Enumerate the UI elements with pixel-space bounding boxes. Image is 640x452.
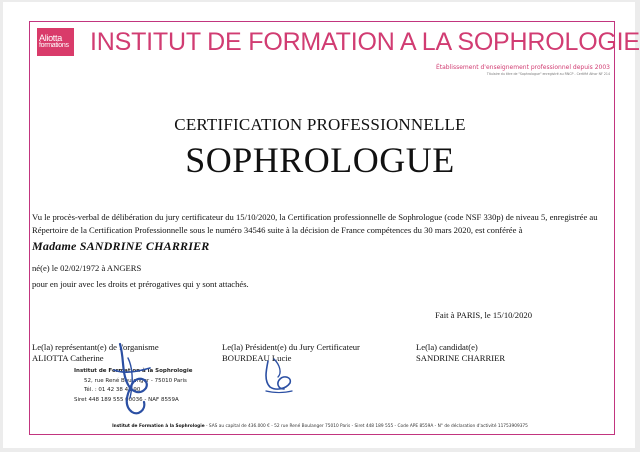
certificate-body: Vu le procès-verbal de délibération du jury certificateur du 15/10/2020, la Certification professionnelle de Sophrologue (code NSF 330p) de niveau 5, enregistrée au Répertoire de la Certification Professionnelle sous le numéro 34546 suite à la décision de France compétences du 30 mars 2020, est conférée à	[32, 212, 598, 235]
institute-tagline: Établissement d'enseignement professionnel depuis 2003	[435, 64, 610, 71]
institute-title: INSTITUT DE FORMATION A LA SOPHROLOGIE	[90, 28, 640, 56]
stamp-line2: 52, rue René Boulanger - 75010 Paris	[84, 377, 187, 384]
logo-line2: formations	[39, 42, 69, 49]
footer-legal-rest: - SAS au capital de 436.000 € - 52 rue René Boulanger 75010 Paris - Siret 448 189 555 - Code APE 8559A - N° de déclaration d'activité 11753909375	[204, 424, 528, 429]
president-signature	[260, 355, 296, 395]
signatory-candidat-role: Le(la) candidat(e)	[416, 342, 478, 352]
certificate-title: SOPHROLOGUE	[185, 140, 455, 180]
signatory-organisme-role: Le(la) représentant(e) de l'organisme	[32, 342, 159, 352]
signatory-president-name: BOURDEAU Lucie	[222, 353, 292, 363]
stamp-line4: Siret 448 189 555 00036 - NAF 8559A	[74, 396, 179, 403]
holder-birth: né(e) le 02/02/1972 à ANGERS	[32, 263, 142, 273]
institute-logo	[37, 28, 74, 56]
rights-statement: pour en jouir avec les droits et prérogatives qui y sont attachés.	[32, 279, 249, 289]
signatory-candidat	[416, 342, 505, 364]
place-date: Fait à PARIS, le 15/10/2020	[435, 310, 532, 320]
certificate-holder: Madame SANDRINE CHARRIER	[32, 239, 210, 253]
institute-subtagline: Titulaire du titre de "Sophrologue" enregistré au RNCP - Certifié Afnor NF 214	[486, 72, 610, 76]
footer-legal	[0, 424, 640, 429]
signatory-candidat-name: SANDRINE CHARRIER	[416, 353, 506, 363]
certificate-heading: CERTIFICATION PROFESSIONNELLE	[174, 115, 466, 134]
organisme-signature	[110, 340, 156, 420]
stamp-line1: Institut de Formation à la Sophrologie	[74, 368, 193, 374]
stamp-line3: Tél. : 01 42 38 43 90	[84, 387, 141, 393]
signatory-president-role: Le(la) Président(e) du Jury Certificateur	[222, 342, 360, 352]
logo-line1: Aliotta	[39, 33, 62, 43]
signatory-organisme-name: ALIOTTA Catherine	[32, 353, 104, 363]
footer-legal-bold: Institut de Formation à la Sophrologie	[112, 424, 205, 429]
